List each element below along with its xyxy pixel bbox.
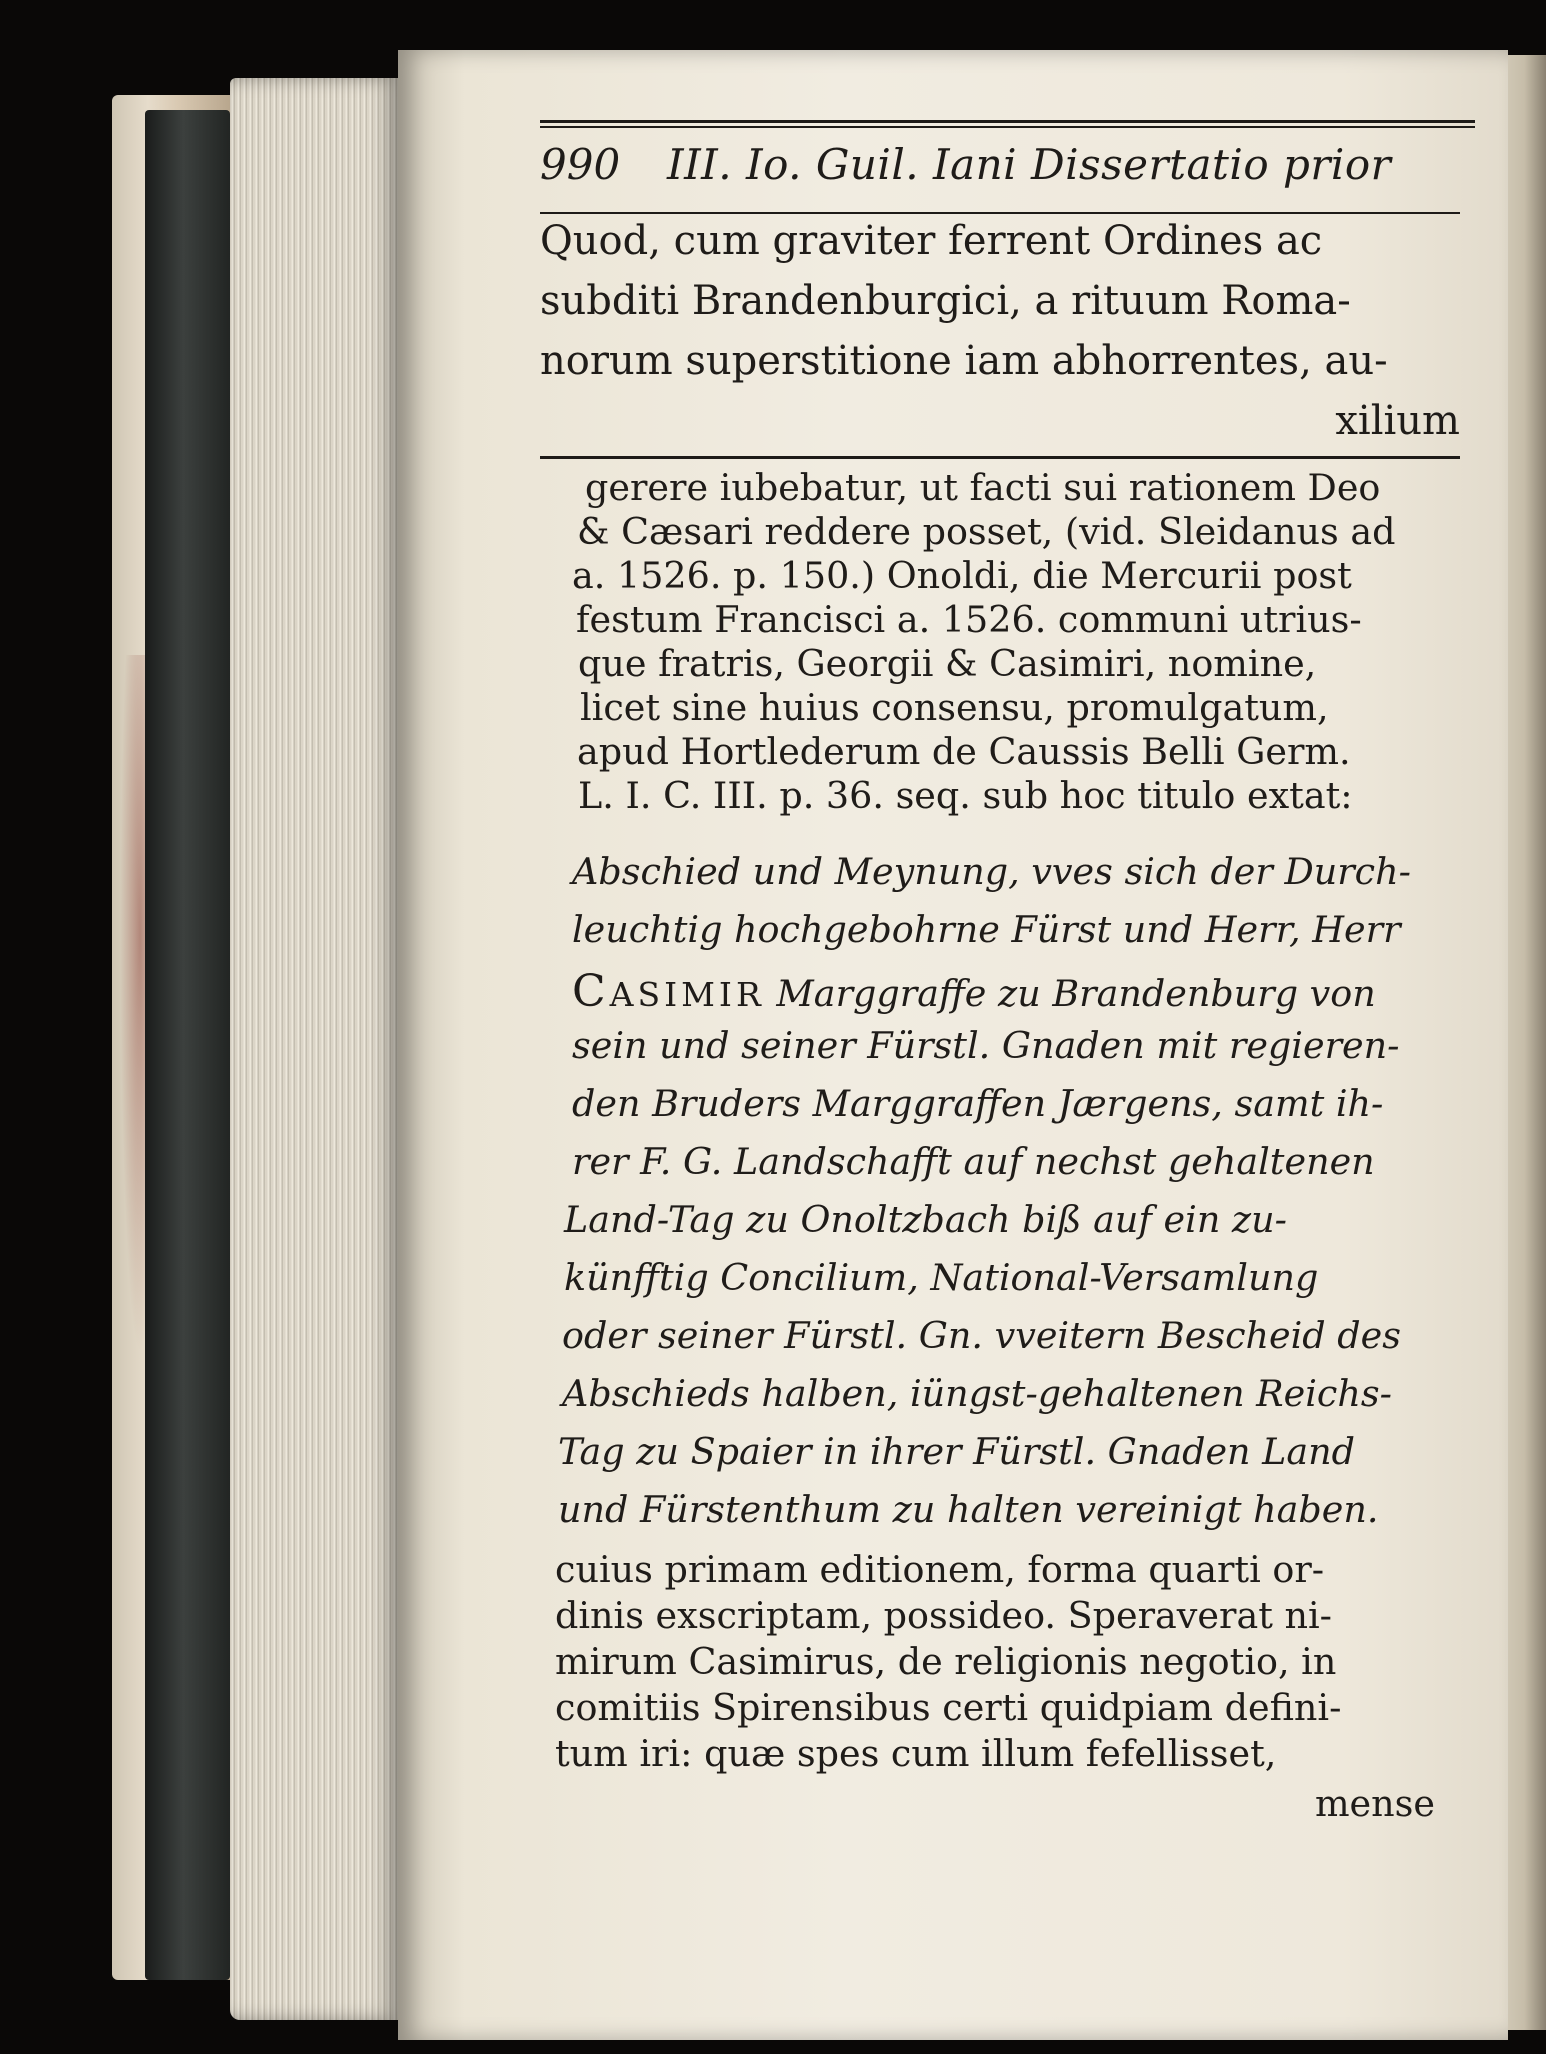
text-line: tum iri: quæ spes cum illum fefellisset, xyxy=(555,1732,1277,1775)
text-line-casimir xyxy=(572,966,1376,1017)
text-line: mirum Casimirus, de religionis negotio, in xyxy=(555,1640,1337,1683)
upper-line: subditi Brandenburgici, a rituum Roma- xyxy=(540,278,1351,324)
text-line-german: leuchtig hochgebohrne Fürst und Herr, Herr xyxy=(572,908,1401,951)
text-line: dinis exscriptam, possideo. Speraverat ni- xyxy=(555,1594,1333,1637)
text-line-german: Abschied und Meynung, vves sich der Durch- xyxy=(572,850,1411,893)
text-line-german: oder seiner Fürstl. Gn. vveitern Bescheid des xyxy=(562,1314,1401,1357)
small-caps-name: ASIMIR xyxy=(609,975,765,1014)
text-line: & Cæsari reddere posset, (vid. Sleidanus ad xyxy=(577,510,1396,553)
catchword: mense xyxy=(1314,1782,1435,1825)
text-line: a. 1526. p. 150.) Onoldi, die Mercurii post xyxy=(572,554,1352,597)
small-caps-initial: C xyxy=(572,966,610,1017)
page-number: 990 xyxy=(540,140,621,189)
text-line-german: Land-Tag zu Onoltzbach biß auf ein zu- xyxy=(564,1198,1287,1241)
text-line: que fratris, Georgii & Casimiri, nomine, xyxy=(578,642,1317,685)
text-line: festum Francisci a. 1526. communi utrius- xyxy=(576,598,1362,641)
upper-line: norum superstitione iam abhorrentes, au- xyxy=(540,338,1388,384)
text-line-german: und Fürstenthum zu halten vereinigt haben. xyxy=(558,1488,1379,1531)
text-line-german: rer F. G. Landschafft auf nechst gehaltenen xyxy=(572,1140,1375,1183)
page-edges xyxy=(230,78,398,2020)
text-line-german: den Bruders Marggraffen Jærgens, samt ih- xyxy=(572,1082,1384,1125)
text-line-german: sein und seiner Fürstl. Gnaden mit regieren- xyxy=(572,1024,1400,1067)
text-line: L. I. C. III. p. 36. seq. sub hoc titulo extat: xyxy=(578,774,1353,817)
header-rule-top-2 xyxy=(540,126,1475,128)
text-line: licet sine huius consensu, promulgatum, xyxy=(580,686,1329,729)
text-line-german: Tag zu Spaier in ihrer Fürstl. Gnaden Land xyxy=(558,1430,1356,1473)
text-line: gerere iubebatur, ut facti sui rationem Deo xyxy=(585,466,1381,509)
header-rule-bottom xyxy=(540,212,1460,214)
upper-line: Quod, cum graviter ferrent Ordines ac xyxy=(540,218,1323,264)
text-line: cuius primam editionem, forma quarti or- xyxy=(555,1548,1325,1591)
text-line: apud Hortlederum de Caussis Belli Germ. xyxy=(577,730,1351,773)
book-spine xyxy=(145,110,230,1980)
text-line: comitiis Spirensibus certi quidpiam defini- xyxy=(555,1686,1342,1729)
text-line-german: künfftig Concilium, National-Versamlung xyxy=(564,1256,1319,1299)
block-separator-rule xyxy=(540,456,1460,459)
text-line-rest: Marggraffe zu Brandenburg von xyxy=(764,972,1376,1015)
text-line-german: Abschieds halben, iüngst-gehaltenen Reichs- xyxy=(562,1372,1392,1415)
running-header xyxy=(540,140,1460,200)
running-head: III. Io. Guil. Iani Dissertatio prior xyxy=(667,140,1392,189)
header-rule-top xyxy=(540,120,1475,123)
upper-line-catchword: xilium xyxy=(1335,398,1460,444)
